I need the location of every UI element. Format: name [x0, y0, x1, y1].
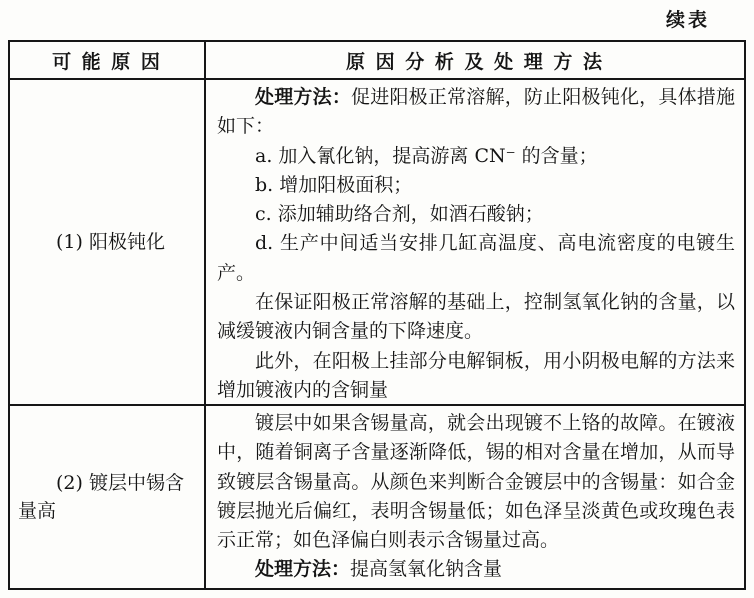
- analysis-text: 促进阳极正常溶解，防止阳极钝化，具体措施如下：: [217, 86, 735, 138]
- analysis-list-item-c: c. 添加辅助络合剂，如酒石酸钠；: [255, 203, 544, 226]
- header-cell-analysis: 原 因 分 析 及 处 理 方 法: [206, 42, 744, 80]
- analysis-paragraph: 此外，在阳极上挂部分电解铜板，用小阴极电解的方法来增加镀液内的含铜量: [217, 349, 735, 401]
- analysis-paragraph: 在保证阳极正常溶解的基础上，控制氢氧化钠的含量，以减缓镀液内铜含量的下降速度。: [217, 291, 735, 343]
- analysis-list-item-d: d. 生产中间适当安排几缸高温度、高电流密度的电镀生产。: [217, 232, 735, 284]
- treatment-method-lead: 处理方法：: [255, 558, 351, 581]
- table-row-1-cause-cell: [10, 80, 206, 406]
- analysis-paragraph: [217, 555, 735, 584]
- analysis-list-item-b: b. 增加阳极面积；: [255, 173, 413, 196]
- cause-text: (1) 阳极钝化: [56, 231, 165, 253]
- table-row-2-analysis-cell: [206, 406, 744, 588]
- troubleshooting-table: [8, 40, 746, 590]
- analysis-list-item-a: a. 加入氰化钠，提高游离 CN⁻ 的含量；: [255, 144, 598, 167]
- analysis-text: 提高氢氧化钠含量: [350, 558, 503, 581]
- analysis-paragraph: 镀层中如果含锡量高，就会出现镀不上铬的故障。在镀液中，随着铜离子含量逐渐降低，锡的相对含量在增加，从而导致镀层含锡量高。从颜色来判断合金镀层中的含锡量：如合金镀层抛光后偏红，表明含锡量低；如色泽呈淡黄色或玫瑰色表示正常；如色泽偏白则表示含锡量过高。: [217, 412, 735, 552]
- analysis-paragraph: [217, 83, 735, 142]
- continued-table-label: 续表: [665, 9, 710, 31]
- table-row-1-analysis-cell: [206, 80, 744, 406]
- header-cell-cause: 可 能 原 因: [10, 42, 206, 80]
- treatment-method-lead: 处理方法：: [255, 86, 352, 108]
- table-row-2-cause-cell: [10, 406, 206, 588]
- cause-text: (2) 镀层中锡含量高: [18, 472, 184, 522]
